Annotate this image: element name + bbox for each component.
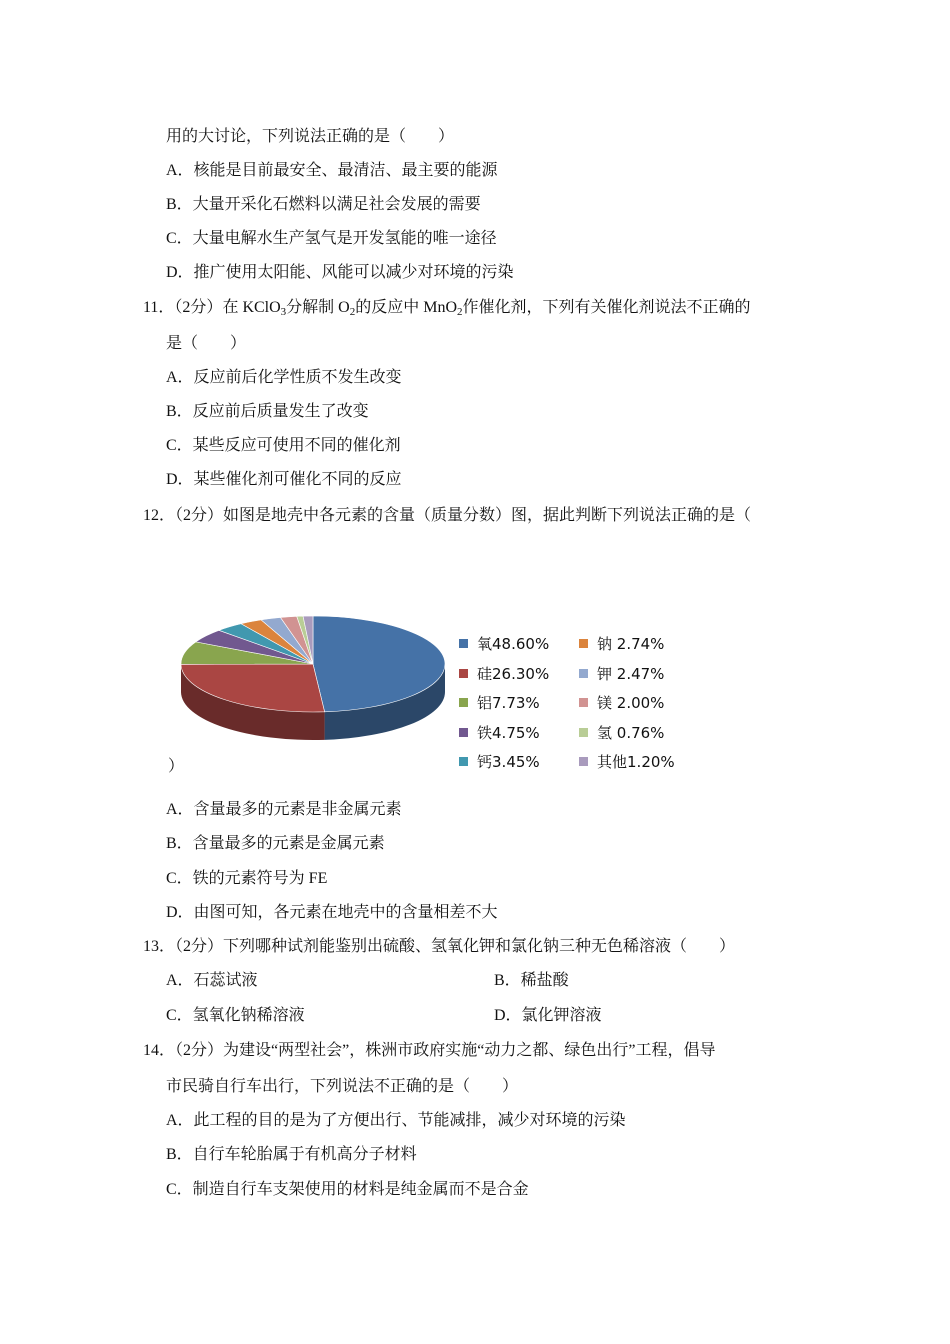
legend-value: 2.74% [612, 635, 665, 653]
q13-option-a: A．石蕊试液 [166, 972, 258, 989]
q14-option-a: A．此工程的目的是为了方便出行、节能减排，减少对环境的污染 [166, 1112, 626, 1129]
q13-option-d: D．氯化钾溶液 [494, 1007, 602, 1024]
q14-points: （2分） [175, 1042, 224, 1059]
legend-label: 镁 [597, 694, 613, 712]
q10-option-d: D．推广使用太阳能、风能可以减少对环境的污染 [166, 264, 514, 281]
legend-label: 铝 [477, 694, 493, 712]
q11-option-c: C．某些反应可使用不同的催化剂 [166, 437, 401, 454]
legend-value: 1.20% [627, 753, 675, 771]
pie-chart [176, 604, 456, 784]
q14-number: 14． [143, 1042, 176, 1059]
legend-swatch [579, 698, 588, 707]
q14-stem-line2: 市民骑自行车出行，下列说法不正确的是（ ） [166, 1078, 519, 1095]
legend-value: 0.76% [612, 723, 665, 742]
legend-label: 钙 [477, 753, 493, 771]
q14-stem-text: 为建设“两型社会”，株洲市政府实施“动力之都、绿色出行”工程，倡导 [223, 1042, 716, 1059]
legend-item-其他 [579, 753, 675, 771]
q13-option-c: C．氢氧化钠稀溶液 [166, 1007, 305, 1024]
q11-subscript: 3 [280, 306, 287, 318]
legend-swatch [459, 698, 468, 707]
legend-swatch [459, 669, 468, 678]
legend-swatch [459, 728, 468, 737]
legend-value: 4.75% [492, 723, 540, 742]
q12-stem-text: 如图是地壳中各元素的含量（质量分数）图，据此判断下列说法正确的是（ [223, 507, 752, 524]
q11-subscript: 2 [349, 306, 356, 318]
q11-subscript: 2 [457, 306, 463, 318]
q12-option-d: D．由图可知，各元素在地壳中的含量相差不大 [166, 904, 498, 921]
q12-points: （2分） [175, 507, 224, 524]
q10-option-b: B．大量开采化石燃料以满足社会发展的需要 [166, 196, 481, 213]
q13-option-b: B．稀盐酸 [494, 972, 569, 989]
legend-item-硅 [459, 665, 549, 683]
q11-option-a: A．反应前后化学性质不发生改变 [166, 369, 402, 386]
legend-value: 2.47% [612, 664, 665, 683]
legend-swatch [459, 757, 468, 766]
legend-label: 其他 [597, 753, 628, 771]
legend-value: 3.45% [492, 753, 540, 771]
q11-stem [143, 298, 751, 318]
q13-stem-text: 下列哪种试剂能鉴别出硫酸、氢氧化钾和氯化钠三种无色稀溶液（ ） [223, 938, 736, 955]
q14-option-c: C．制造自行车支架使用的材料是纯金属而不是合金 [166, 1181, 529, 1198]
q11-stem-part: 在 KClO [222, 299, 281, 316]
q10-option-a: A．核能是目前最安全、最清洁、最主要的能源 [166, 162, 498, 179]
legend-swatch [579, 639, 588, 648]
legend-item-氧 [459, 635, 549, 653]
q11-stem-line2: 是（ ） [166, 335, 247, 352]
legend-swatch [459, 639, 468, 648]
q13-stem [143, 937, 735, 957]
q10-option-c: C．大量电解水生产氢气是开发氢能的唯一途径 [166, 230, 497, 247]
q11-number: 11． [143, 299, 175, 316]
q14-stem [143, 1041, 715, 1061]
legend-value: 2.00% [612, 694, 665, 712]
legend-label: 氢 [597, 723, 613, 742]
legend-label: 钠 [597, 635, 613, 653]
q11-points: （2分） [174, 299, 223, 316]
q14-option-b: B．自行车轮胎属于有机高分子材料 [166, 1146, 417, 1163]
q12-number: 12． [143, 507, 176, 524]
legend-item-铁 [459, 724, 540, 742]
q12-option-a: A．含量最多的元素是非金属元素 [166, 801, 402, 818]
legend-item-钙 [459, 753, 540, 771]
legend-item-钾 [579, 665, 664, 683]
q11-stem-part: 分解制 O [286, 299, 350, 316]
legend-item-镁 [579, 694, 664, 712]
q11-stem-part: 作催化剂，下列有关催化剂说法不正确的 [462, 299, 751, 316]
legend-label: 硅 [477, 664, 493, 683]
legend-value: 26.30% [492, 664, 550, 683]
legend-label: 氧 [477, 635, 493, 653]
legend-item-铝 [459, 694, 540, 712]
legend-swatch [579, 757, 588, 766]
legend-swatch [579, 669, 588, 678]
q12-option-c: C．铁的元素符号为 FE [166, 870, 328, 887]
legend-value: 7.73% [492, 694, 540, 712]
legend-value: 48.60% [492, 635, 550, 653]
q12-stem [143, 506, 751, 526]
legend-item-氢 [579, 724, 664, 742]
q11-option-b: B．反应前后质量发生了改变 [166, 403, 369, 420]
q13-points: （2分） [175, 938, 224, 955]
legend-label: 铁 [477, 723, 493, 742]
legend-label: 钾 [597, 664, 613, 683]
q12-close-paren: ） [168, 758, 185, 775]
legend-swatch [579, 728, 588, 737]
q11-stem-part: 的反应中 MnO [355, 299, 458, 316]
q13-number: 13． [143, 938, 176, 955]
q12-option-b: B．含量最多的元素是金属元素 [166, 835, 385, 852]
q10-stem-tail: 用的大讨论，下列说法正确的是（ ） [166, 128, 455, 145]
q11-option-d: D．某些催化剂可催化不同的反应 [166, 471, 402, 488]
legend-item-钠 [579, 635, 664, 653]
